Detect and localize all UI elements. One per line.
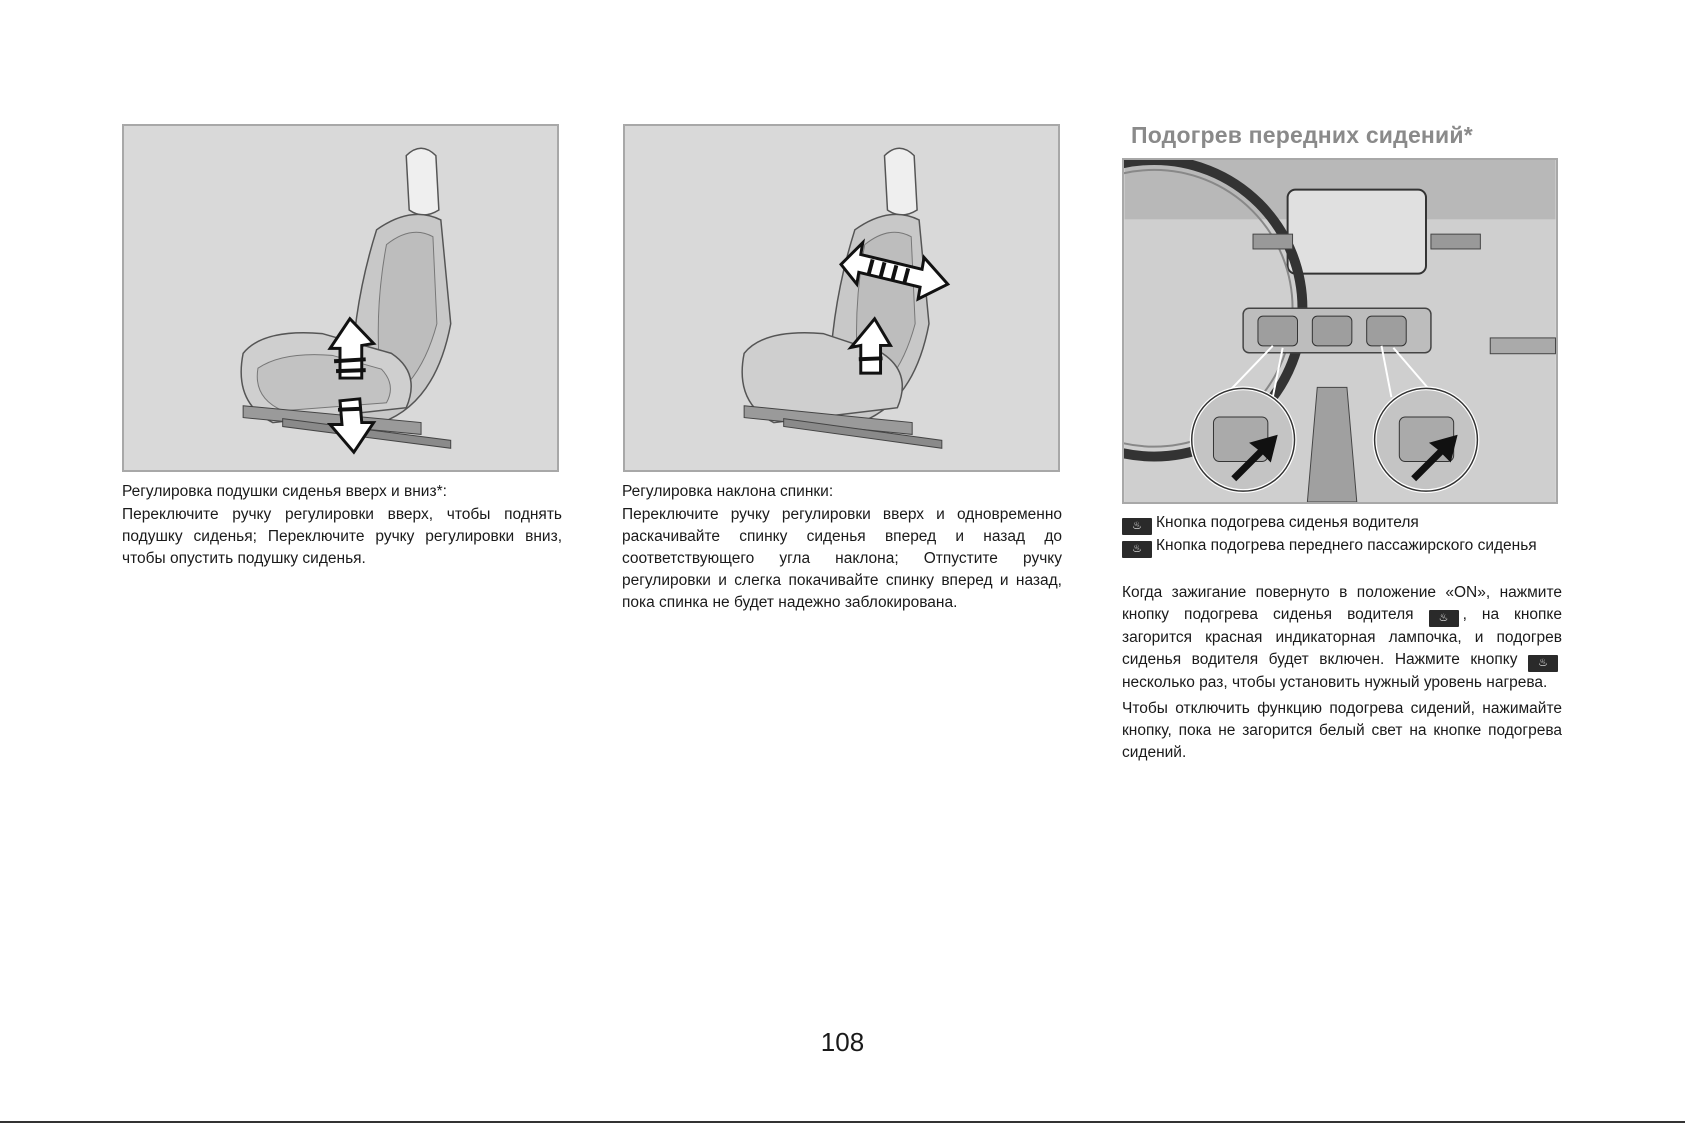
dashboard-figure (1122, 158, 1558, 504)
heating-paragraph-2: Чтобы отключить функцию подогрева сидений, нажимайте кнопку, пока не загорится белый свет на кнопке подогрева сидений. (1122, 700, 1562, 761)
legend-driver-text: Кнопка подогрева сиденья водителя (1156, 514, 1419, 531)
passenger-seat-heat-icon: ♨ (1122, 541, 1152, 558)
p1-part1: Когда зажигание повернуто в положение «ON», нажмите кнопку подогрева сиденья водителя (1122, 584, 1562, 623)
seat-cushion-figure (122, 124, 559, 472)
seat-cushion-instructions: Переключите ручку регулировки вверх, чтобы поднять подушку сиденья; Переключите ручку регулировки вниз, чтобы опустить подушку сиденья. (122, 506, 562, 567)
dashboard-illustration (1124, 160, 1556, 502)
heating-instructions (1122, 582, 1562, 768)
driver-seat-heat-icon: ♨ (1528, 655, 1558, 672)
backrest-caption: Регулировка наклона спинки: (622, 483, 834, 500)
heating-paragraph-1 (1122, 582, 1562, 694)
seat-cushion-caption: Регулировка подушки сиденья вверх и вниз*: (122, 483, 447, 500)
driver-seat-heat-icon: ♨ (1429, 610, 1459, 627)
legend-driver (1122, 512, 1562, 535)
legend-passenger (1122, 535, 1562, 558)
p1-part3: несколько раз, чтобы установить нужный уровень нагрева. (1122, 674, 1548, 691)
backrest-instructions: Переключите ручку регулировки вверх и одновременно раскачивайте спинку сиденья вперед и назад до соответствующего угла наклона; Отпустите ручку регулировки и слегка покачивайте спинку вперед и назад, пока спинка не будет надежно заблокирована. (622, 506, 1062, 611)
driver-seat-heat-icon: ♨ (1122, 518, 1152, 535)
backrest-recline-illustration (625, 126, 1058, 470)
legend-passenger-text: Кнопка подогрева переднего пассажирского сиденья (1156, 537, 1537, 554)
backrest-recline-figure (623, 124, 1060, 472)
page-number: 108 (820, 1027, 865, 1057)
section-title: Подогрев передних сидений* (1131, 122, 1473, 148)
seat-cushion-illustration (124, 126, 557, 470)
p1-part2: , на кнопке загорится красная индикаторная лампочка, и подогрев сиденья водителя будет включен. Нажмите кнопку (1122, 606, 1562, 668)
